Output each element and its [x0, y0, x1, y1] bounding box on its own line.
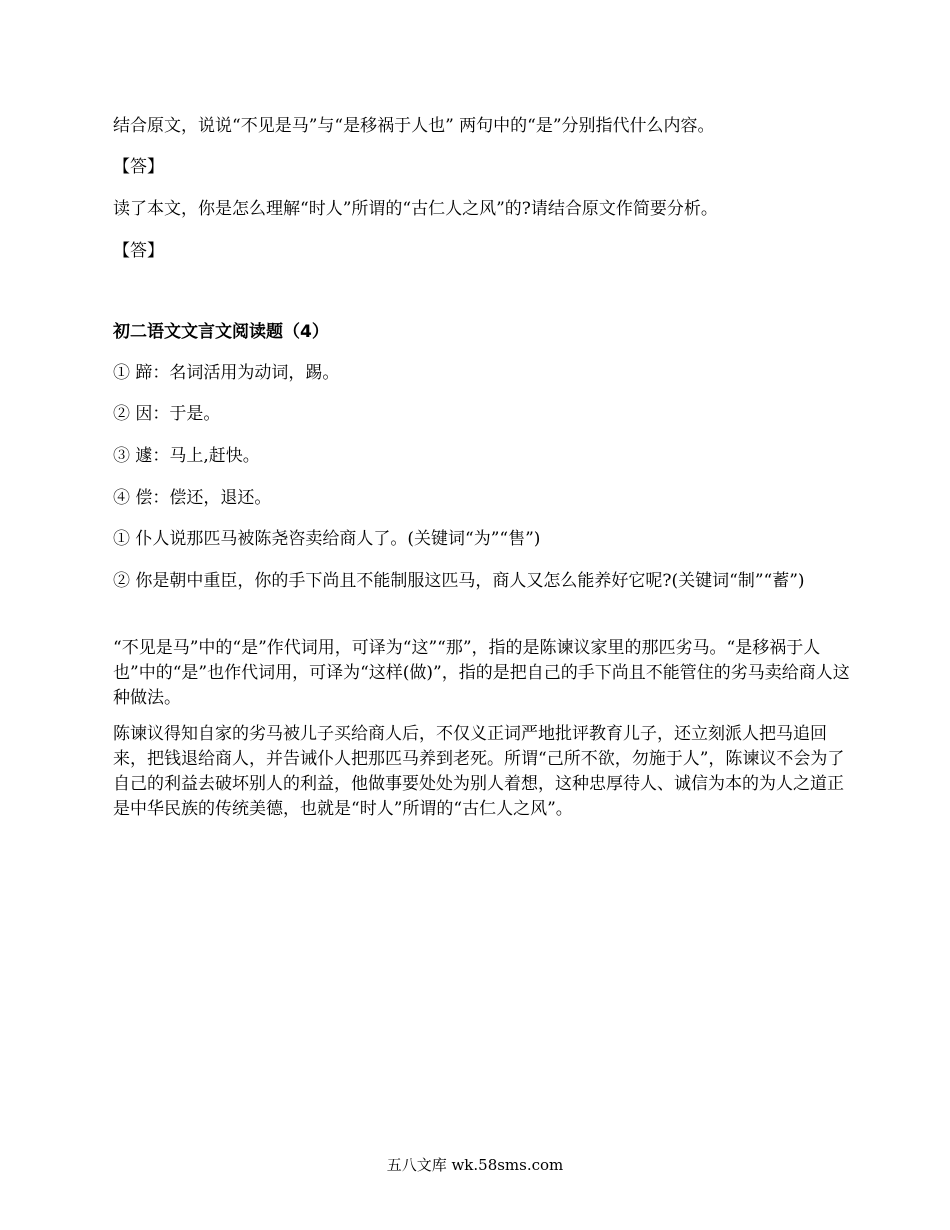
answer-paragraph-2: 陈谏议得知自家的劣马被儿子买给商人后，不仅义正词严地批评教育儿子，还立刻派人把马追回来，把钱退给商人，并告诫仆人把那匹马养到老死。所谓“己所不欲，勿施于人”，陈谏议不会为了自己的利益去破坏别人的利益，他做事要处处为别人着想，这种忠厚待人、诚信为本的为人之道正是中华民族的传统美德，也就是“时人”所谓的“古仁人之风”。 — [113, 724, 845, 819]
note-item: ① 蹄：名词活用为动词，踢。 — [113, 363, 340, 383]
answer-label: 【答】 — [113, 157, 164, 177]
translation-item: ① 仆人说那匹马被陈尧咨卖给商人了。(关键词“为”“售”) — [113, 529, 541, 549]
section-title: 初二语文文言文阅读题（4） — [113, 322, 329, 342]
translation-item: ② 你是朝中重臣，你的手下尚且不能制服这匹马，商人又怎么能养好它呢?(关键词“制”“蓄”) — [113, 571, 805, 591]
question-2: 读了本文，你是怎么理解“时人”所谓的“古仁人之风”的?请结合原文作简要分析。 — [113, 199, 718, 219]
answer-paragraph-1: “不见是马”中的“是”作代词用，可译为“这”“那”，指的是陈谏议家里的那匹劣马。“是移祸于人也”中的“是”也作代词用，可译为“这样(做)”，指的是把自己的手下尚且不能管住的劣马卖给商人这种做法。 — [113, 638, 850, 708]
answer-label: 【答】 — [113, 241, 164, 261]
note-item: ④ 偿：偿还，退还。 — [113, 488, 272, 508]
question-1: 结合原文，说说“不见是马”与“是移祸于人也” 两句中的“是”分别指代什么内容。 — [113, 116, 715, 136]
footer-site-link[interactable]: 五八文库 wk.58sms.com — [386, 1156, 564, 1174]
note-item: ③ 遽：马上,赶快。 — [113, 446, 260, 466]
note-item: ② 因：于是。 — [113, 404, 221, 424]
